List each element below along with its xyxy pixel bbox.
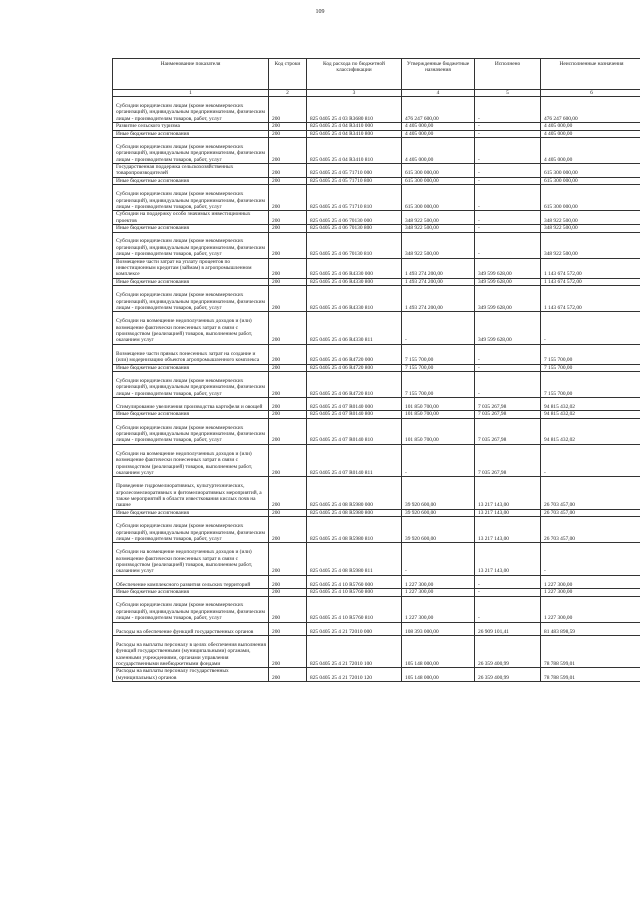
row-unexecuted-cell: 348 922 500,00 [541, 211, 640, 225]
row-unexecuted-cell: 1 227 300,00 [541, 596, 640, 622]
row-budget-code-cell: 825 0405 25 4 07 R0140 800 [307, 411, 402, 418]
row-budget-code-cell: 825 0405 25 4 10 R5760 000 [307, 575, 402, 588]
row-approved-cell: 348 922 500,00 [402, 232, 475, 258]
row-approved-cell: 1 493 274 200,00 [402, 286, 475, 312]
row-name-cell: Субсидии юридическим лицам (кроме некоммерческих организаций), индивидуальным предпринимателям, физическим лицам - производителям товаров, работ, услуг [113, 286, 269, 312]
header-budget-classification-code: Код расхода по бюджетной классификации [307, 59, 402, 90]
row-executed-cell: - [475, 123, 541, 130]
row-line-code-cell: 200 [269, 517, 307, 543]
table-row [113, 635, 640, 668]
table-row [113, 517, 640, 543]
row-executed-cell: 349 599 628,00 [475, 286, 541, 312]
table-row [113, 371, 640, 397]
row-approved-cell: - [402, 312, 475, 345]
row-unexecuted-cell: 81 483 898,59 [541, 622, 640, 635]
row-budget-code-cell: 825 0405 25 4 06 70130 000 [307, 211, 402, 225]
row-line-code-cell: 200 [269, 371, 307, 397]
row-approved-cell: 101 850 700,00 [402, 398, 475, 411]
row-line-code-cell: 200 [269, 364, 307, 371]
row-name-cell: Субсидии юридическим лицам (кроме некоммерческих организаций), индивидуальным предпринимателям, физическим лицам - производителям товаров, работ, услуг [113, 371, 269, 397]
table-row [113, 509, 640, 516]
row-line-code-cell: 200 [269, 509, 307, 516]
row-approved-cell: 4 405 000,00 [402, 130, 475, 137]
column-number: 1 [113, 90, 269, 97]
row-name-cell: Иные бюджетные ассигнования [113, 589, 269, 596]
row-line-code-cell: 200 [269, 97, 307, 123]
row-executed-cell: - [475, 344, 541, 364]
row-line-code-cell: 200 [269, 444, 307, 477]
row-executed-cell: - [475, 589, 541, 596]
row-unexecuted-cell: 26 703 457,00 [541, 517, 640, 543]
row-unexecuted-cell: 26 703 457,00 [541, 477, 640, 510]
row-budget-code-cell: 825 0405 25 4 06 R4330 800 [307, 278, 402, 285]
row-approved-cell: 101 850 700,00 [402, 418, 475, 444]
row-executed-cell: - [475, 97, 541, 123]
table-row [113, 398, 640, 411]
table-row [113, 164, 640, 178]
row-budget-code-cell: 825 0405 25 4 05 71710 800 [307, 177, 402, 184]
row-unexecuted-cell: 7 155 700,00 [541, 371, 640, 397]
row-name-cell: Субсидии юридическим лицам (кроме некоммерческих организаций), индивидуальным предпринимателям, физическим лицам - производителям товаров, работ, услуг [113, 418, 269, 444]
table-row [113, 444, 640, 477]
row-executed-cell: 7 035 267,98 [475, 411, 541, 418]
column-number: 3 [307, 90, 402, 97]
row-line-code-cell: 200 [269, 543, 307, 576]
row-approved-cell: 39 920 600,00 [402, 517, 475, 543]
row-unexecuted-cell: 94 815 432,02 [541, 398, 640, 411]
header-unexecuted-appropriations: Неисполненные назначения [541, 59, 640, 90]
row-executed-cell: 26 359 400,99 [475, 668, 541, 682]
row-unexecuted-cell: 348 922 500,00 [541, 232, 640, 258]
row-budget-code-cell: 825 0405 25 4 05 71710 000 [307, 164, 402, 178]
row-budget-code-cell: 825 0405 25 4 07 R0140 810 [307, 418, 402, 444]
row-name-cell: Субсидии на возмещение недополученных доходов и (или) возмещение фактически понесенных затрат в связи с производством (реализацией) товаров, выполнением работ, оказанием услуг [113, 543, 269, 576]
row-line-code-cell: 200 [269, 589, 307, 596]
table-row [113, 668, 640, 682]
row-unexecuted-cell: 7 155 700,00 [541, 344, 640, 364]
row-approved-cell: 7 155 700,00 [402, 371, 475, 397]
row-name-cell: Субсидии юридическим лицам (кроме некоммерческих организаций), индивидуальным предпринимателям, физическим лицам - производителям товаров, работ, услуг [113, 97, 269, 123]
row-name-cell: Иные бюджетные ассигнования [113, 364, 269, 371]
row-executed-cell: 349 599 628,00 [475, 312, 541, 345]
row-line-code-cell: 200 [269, 286, 307, 312]
row-executed-cell: 13 217 143,00 [475, 517, 541, 543]
row-unexecuted-cell: 94 815 432,02 [541, 418, 640, 444]
row-budget-code-cell: 825 0405 25 4 10 R5760 810 [307, 596, 402, 622]
column-number: 6 [541, 90, 640, 97]
row-line-code-cell: 200 [269, 312, 307, 345]
row-executed-cell: 13 217 143,00 [475, 477, 541, 510]
row-unexecuted-cell: 78 788 599,01 [541, 668, 640, 682]
row-name-cell: Расходы на обеспечение функций государственных органов [113, 622, 269, 635]
row-executed-cell: 7 035 267,98 [475, 418, 541, 444]
row-approved-cell: 615 300 000,00 [402, 164, 475, 178]
row-approved-cell: 1 227 300,00 [402, 596, 475, 622]
table-row [113, 177, 640, 184]
row-name-cell: Расходы на выплаты персоналу государственных (муниципальных) органов [113, 668, 269, 682]
row-unexecuted-cell: 1 227 300,00 [541, 589, 640, 596]
row-name-cell: Возмещение части прямых понесенных затрат на создание и (или) модернизацию объектов агропромышленного комплекса [113, 344, 269, 364]
row-executed-cell: 26 909 101,41 [475, 622, 541, 635]
row-line-code-cell: 200 [269, 130, 307, 137]
row-approved-cell: - [402, 444, 475, 477]
table-row [113, 364, 640, 371]
row-budget-code-cell: 825 0405 25 4 06 R4720 800 [307, 364, 402, 371]
row-name-cell: Проведение гидромелиоративных, культуртехнических, агролесомелиоративных и фитомелиоративных мероприятий, а также мероприятий в области известкования кислых почв на пашне [113, 477, 269, 510]
row-line-code-cell: 200 [269, 123, 307, 130]
row-name-cell: Возмещение части затрат на уплату процентов по инвестиционным кредитам (займам) в агропромышленном комплексе [113, 258, 269, 278]
row-approved-cell: 4 405 000,00 [402, 137, 475, 163]
row-name-cell: Субсидии юридическим лицам (кроме некоммерческих организаций), индивидуальным предпринимателям, физическим лицам - производителям товаров, работ, услуг [113, 232, 269, 258]
table-row [113, 185, 640, 211]
row-budget-code-cell: 825 0405 25 4 06 R4330 811 [307, 312, 402, 345]
table-row [113, 312, 640, 345]
row-unexecuted-cell: 1 227 300,00 [541, 575, 640, 588]
table-row [113, 278, 640, 285]
row-line-code-cell: 200 [269, 411, 307, 418]
row-executed-cell: 349 599 628,00 [475, 278, 541, 285]
row-executed-cell: - [475, 164, 541, 178]
row-unexecuted-cell: - [541, 312, 640, 345]
row-name-cell: Субсидии на поддержку особо значимых инвестиционных проектов [113, 211, 269, 225]
row-approved-cell: 7 155 700,00 [402, 364, 475, 371]
header-approved-appropriations: Утвержденные бюджетные назначения [402, 59, 475, 90]
row-line-code-cell: 200 [269, 344, 307, 364]
row-unexecuted-cell: 78 788 599,01 [541, 635, 640, 668]
row-unexecuted-cell: 615 300 000,00 [541, 177, 640, 184]
row-executed-cell: - [475, 596, 541, 622]
row-executed-cell: - [475, 211, 541, 225]
row-budget-code-cell: 825 0405 25 4 06 R4720 000 [307, 344, 402, 364]
row-line-code-cell: 200 [269, 418, 307, 444]
row-unexecuted-cell: - [541, 444, 640, 477]
row-budget-code-cell: 825 0405 25 4 04 R3410 000 [307, 123, 402, 130]
table-row [113, 286, 640, 312]
row-unexecuted-cell: 476 247 600,00 [541, 97, 640, 123]
row-name-cell: Субсидии на возмещение недополученных доходов и (или) возмещение фактически понесенных затрат в связи с производством (реализацией) товаров, выполнением работ, оказанием услуг [113, 312, 269, 345]
row-unexecuted-cell: 1 143 674 572,00 [541, 278, 640, 285]
row-executed-cell: - [475, 364, 541, 371]
row-budget-code-cell: 825 0405 25 4 07 R0140 811 [307, 444, 402, 477]
row-budget-code-cell: 825 0405 25 4 08 R5980 811 [307, 543, 402, 576]
row-line-code-cell: 200 [269, 575, 307, 588]
row-name-cell: Расходы на выплаты персоналу в целях обеспечения выполнения функций государственными (муниципальными) органами, казенными учреждениями, органами управления государственными внебюджетными фондами [113, 635, 269, 668]
row-name-cell: Субсидии юридическим лицам (кроме некоммерческих организаций), индивидуальным предпринимателям, физическим лицам - производителям товаров, работ, услуг [113, 596, 269, 622]
row-line-code-cell: 200 [269, 258, 307, 278]
row-line-code-cell: 200 [269, 278, 307, 285]
row-executed-cell: - [475, 232, 541, 258]
row-line-code-cell: 200 [269, 668, 307, 682]
row-line-code-cell: 200 [269, 622, 307, 635]
row-executed-cell: 13 217 143,00 [475, 543, 541, 576]
row-executed-cell: 7 035 267,98 [475, 398, 541, 411]
table-row [113, 97, 640, 123]
table-row [113, 258, 640, 278]
table-row [113, 622, 640, 635]
row-line-code-cell: 200 [269, 164, 307, 178]
row-unexecuted-cell: 94 815 432,02 [541, 411, 640, 418]
row-budget-code-cell: 825 0405 25 4 06 70130 810 [307, 232, 402, 258]
row-line-code-cell: 200 [269, 232, 307, 258]
row-approved-cell: 348 922 500,00 [402, 225, 475, 232]
row-name-cell: Субсидии юридическим лицам (кроме некоммерческих организаций), индивидуальным предпринимателям, физическим лицам - производителям товаров, работ, услуг [113, 137, 269, 163]
column-number-row [113, 90, 640, 97]
table-row [113, 232, 640, 258]
row-approved-cell: 615 300 000,00 [402, 185, 475, 211]
row-unexecuted-cell: 4 405 000,00 [541, 137, 640, 163]
table-row [113, 477, 640, 510]
row-unexecuted-cell: 1 143 674 572,00 [541, 258, 640, 278]
row-name-cell: Стимулирование увеличения производства картофеля и овощей [113, 398, 269, 411]
row-budget-code-cell: 825 0405 25 4 05 71710 810 [307, 185, 402, 211]
row-unexecuted-cell: 26 703 457,00 [541, 509, 640, 516]
row-approved-cell: 1 493 274 200,00 [402, 278, 475, 285]
row-approved-cell: - [402, 543, 475, 576]
row-approved-cell: 39 920 600,00 [402, 509, 475, 516]
row-line-code-cell: 200 [269, 137, 307, 163]
row-executed-cell: - [475, 185, 541, 211]
row-name-cell: Субсидии на возмещение недополученных доходов и (или) возмещение фактически понесенных затрат в связи с производством (реализацией) товаров, выполнением работ, оказанием услуг [113, 444, 269, 477]
row-approved-cell: 348 922 500,00 [402, 211, 475, 225]
row-name-cell: Субсидии юридическим лицам (кроме некоммерческих организаций), индивидуальным предпринимателям, физическим лицам - производителям товаров, работ, услуг [113, 517, 269, 543]
row-approved-cell: 1 227 300,00 [402, 575, 475, 588]
row-line-code-cell: 200 [269, 635, 307, 668]
row-line-code-cell: 200 [269, 211, 307, 225]
row-name-cell: Иные бюджетные ассигнования [113, 509, 269, 516]
row-name-cell: Иные бюджетные ассигнования [113, 278, 269, 285]
row-executed-cell: 13 217 143,00 [475, 509, 541, 516]
row-name-cell: Обеспечение комплексного развития сельских территорий [113, 575, 269, 588]
row-name-cell: Развитие сельского туризма [113, 123, 269, 130]
table-row [113, 123, 640, 130]
row-unexecuted-cell: 615 300 000,00 [541, 185, 640, 211]
row-line-code-cell: 200 [269, 398, 307, 411]
table-row [113, 596, 640, 622]
row-unexecuted-cell: 1 143 674 572,00 [541, 286, 640, 312]
table-header-row [113, 59, 640, 90]
row-budget-code-cell: 825 0405 25 4 06 R4330 810 [307, 286, 402, 312]
row-budget-code-cell: 825 0405 25 4 04 R3410 810 [307, 137, 402, 163]
row-line-code-cell: 200 [269, 477, 307, 510]
header-executed: Исполнено [475, 59, 541, 90]
row-approved-cell: 101 850 700,00 [402, 411, 475, 418]
row-budget-code-cell: 825 0405 25 4 10 R5760 800 [307, 589, 402, 596]
row-approved-cell: 105 148 000,00 [402, 635, 475, 668]
header-line-code: Код строки [269, 59, 307, 90]
row-executed-cell: - [475, 371, 541, 397]
row-unexecuted-cell: 348 922 500,00 [541, 225, 640, 232]
row-budget-code-cell: 825 0405 25 4 06 R4330 000 [307, 258, 402, 278]
row-budget-code-cell: 825 0405 25 4 03 R3680 810 [307, 97, 402, 123]
row-unexecuted-cell: - [541, 543, 640, 576]
row-executed-cell: 349 599 628,00 [475, 258, 541, 278]
row-executed-cell: 7 035 267,98 [475, 444, 541, 477]
table-row [113, 130, 640, 137]
table-row [113, 418, 640, 444]
row-budget-code-cell: 825 0405 25 4 06 R4720 810 [307, 371, 402, 397]
row-name-cell: Иные бюджетные ассигнования [113, 411, 269, 418]
row-unexecuted-cell: 7 155 700,00 [541, 364, 640, 371]
table-row [113, 344, 640, 364]
row-budget-code-cell: 825 0405 25 4 08 R5980 000 [307, 477, 402, 510]
row-executed-cell: - [475, 575, 541, 588]
table-row [113, 575, 640, 588]
row-approved-cell: 105 148 000,00 [402, 668, 475, 682]
row-budget-code-cell: 825 0405 25 4 04 R3410 800 [307, 130, 402, 137]
table-row [113, 411, 640, 418]
row-budget-code-cell: 825 0405 25 4 21 72010 000 [307, 622, 402, 635]
row-approved-cell: 108 393 000,00 [402, 622, 475, 635]
row-approved-cell: 476 247 600,00 [402, 97, 475, 123]
row-executed-cell: - [475, 130, 541, 137]
row-line-code-cell: 200 [269, 596, 307, 622]
header-indicator-name: Наименование показателя [113, 59, 269, 90]
table-row [113, 589, 640, 596]
row-approved-cell: 39 920 600,00 [402, 477, 475, 510]
row-line-code-cell: 200 [269, 177, 307, 184]
row-approved-cell: 7 155 700,00 [402, 344, 475, 364]
row-budget-code-cell: 825 0405 25 4 21 72010 100 [307, 635, 402, 668]
row-budget-code-cell: 825 0405 25 4 08 R5980 800 [307, 509, 402, 516]
table-row [113, 137, 640, 163]
table-row [113, 225, 640, 232]
row-line-code-cell: 200 [269, 225, 307, 232]
row-name-cell: Государственная поддержка сельскохозяйственных товаропроизводителей [113, 164, 269, 178]
table-row [113, 211, 640, 225]
row-executed-cell: - [475, 225, 541, 232]
row-unexecuted-cell: 615 300 000,00 [541, 164, 640, 178]
row-budget-code-cell: 825 0405 25 4 08 R5980 810 [307, 517, 402, 543]
row-unexecuted-cell: 4 405 000,00 [541, 130, 640, 137]
row-budget-code-cell: 825 0405 25 4 06 70130 800 [307, 225, 402, 232]
table-row [113, 543, 640, 576]
row-name-cell: Иные бюджетные ассигнования [113, 130, 269, 137]
column-number: 2 [269, 90, 307, 97]
row-name-cell: Иные бюджетные ассигнования [113, 225, 269, 232]
row-budget-code-cell: 825 0405 25 4 07 R0140 000 [307, 398, 402, 411]
row-line-code-cell: 200 [269, 185, 307, 211]
column-number: 4 [402, 90, 475, 97]
row-approved-cell: 1 493 274 200,00 [402, 258, 475, 278]
row-approved-cell: 615 300 000,00 [402, 177, 475, 184]
budget-execution-table [112, 58, 640, 682]
table-body [113, 97, 640, 682]
row-executed-cell: - [475, 177, 541, 184]
row-approved-cell: 1 227 300,00 [402, 589, 475, 596]
row-executed-cell: 26 359 400,99 [475, 635, 541, 668]
row-name-cell: Иные бюджетные ассигнования [113, 177, 269, 184]
row-approved-cell: 4 405 000,00 [402, 123, 475, 130]
column-number: 5 [475, 90, 541, 97]
row-budget-code-cell: 825 0405 25 4 21 72010 120 [307, 668, 402, 682]
row-name-cell: Субсидии юридическим лицам (кроме некоммерческих организаций), индивидуальным предпринимателям, физическим лицам - производителям товаров, работ, услуг [113, 185, 269, 211]
row-executed-cell: - [475, 137, 541, 163]
row-unexecuted-cell: 4 405 000,00 [541, 123, 640, 130]
page-number: 109 [315, 9, 325, 15]
